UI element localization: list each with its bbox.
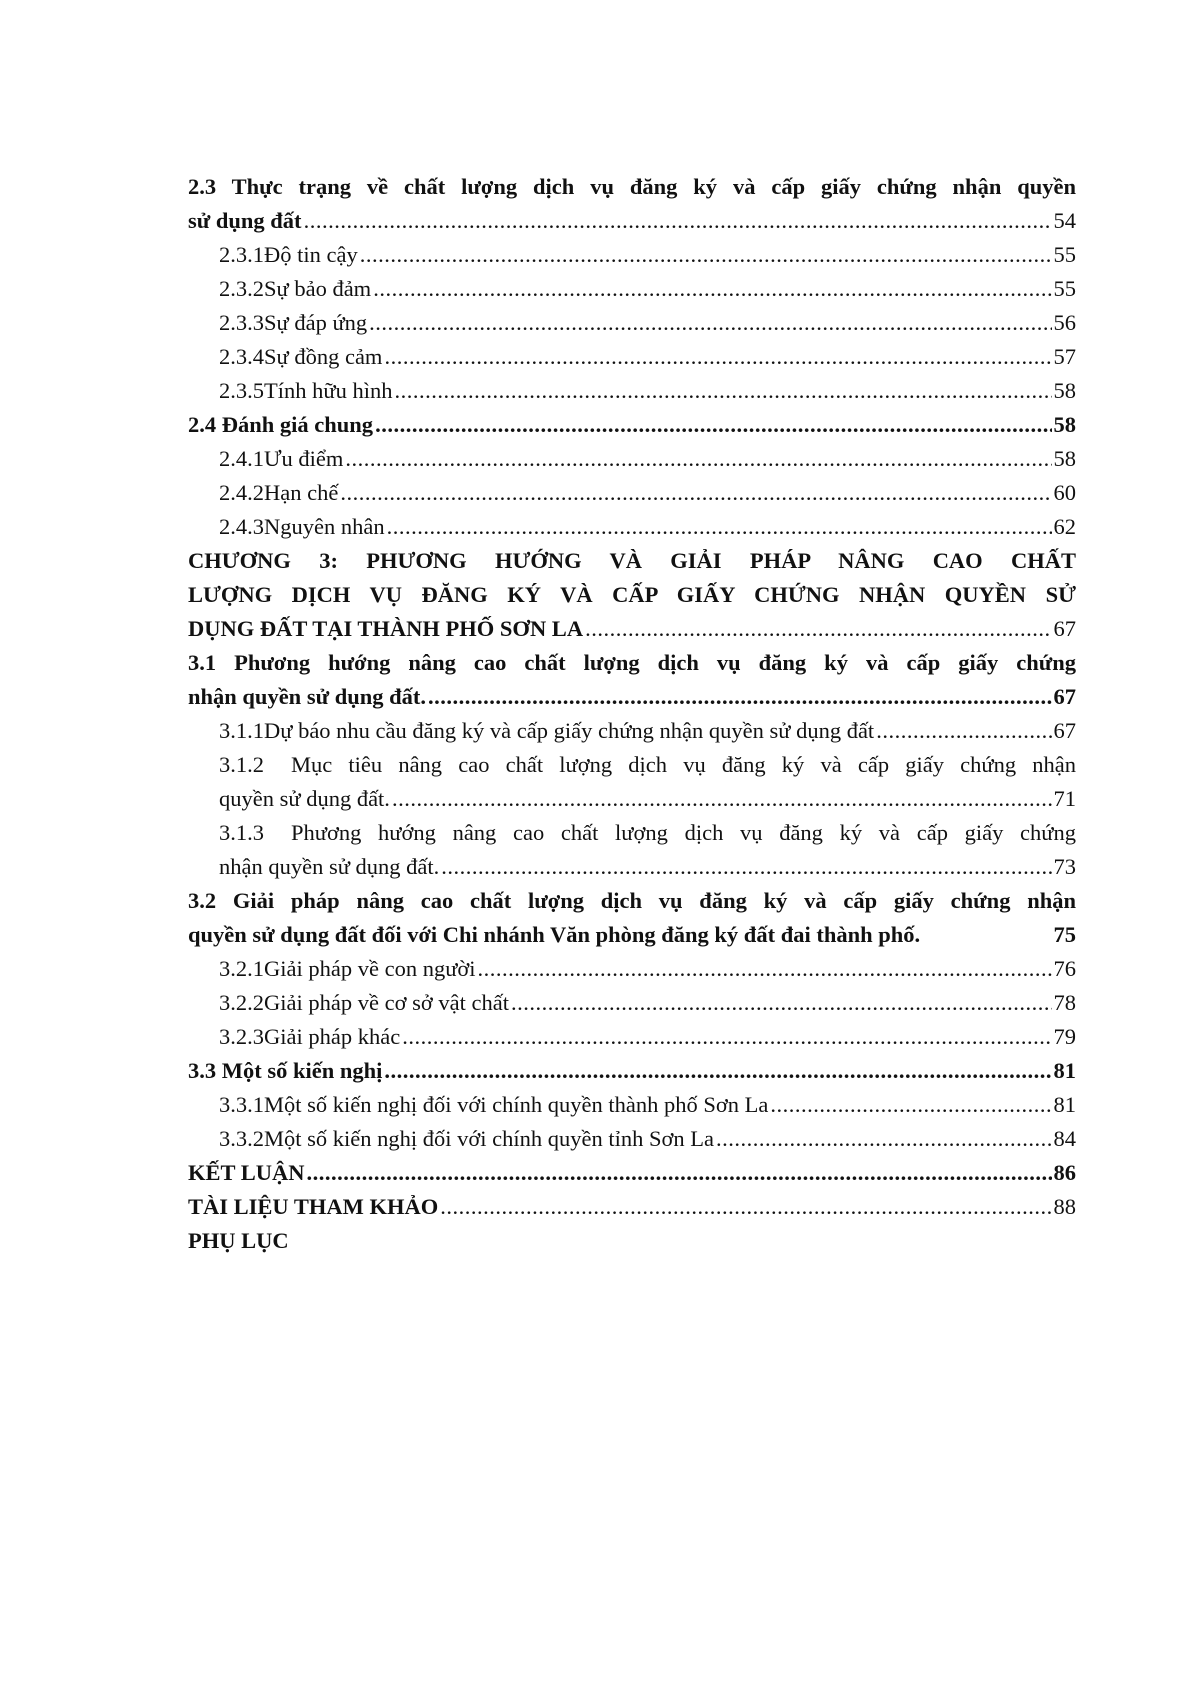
toc-section-3-2-title-line1: 3.2 Giải pháp nâng cao chất lượng dịch vụ đăng ký và cấp giấy chứng nhận: [188, 888, 1076, 913]
toc-subsection-number: 2.3.5: [219, 378, 264, 403]
toc-subsection-3-3-2[interactable]: [188, 1122, 1076, 1156]
toc-subsection-title: Hạn chế: [264, 480, 339, 505]
toc-subsection-2-3-1[interactable]: [188, 238, 1076, 272]
dot-leader: [585, 612, 1051, 646]
toc-page-number: 55: [1053, 242, 1076, 267]
toc-subsection-2-4-3[interactable]: [188, 510, 1076, 544]
toc-subsection-2-3-2[interactable]: [188, 272, 1076, 306]
toc-page-number: 60: [1053, 480, 1076, 505]
toc-page-number: 67: [1053, 616, 1076, 641]
toc-subsection-number: 2.3.2: [219, 276, 264, 301]
toc-subsection-2-4-1[interactable]: [188, 442, 1076, 476]
toc-subsection-2-3-3[interactable]: [188, 306, 1076, 340]
dot-leader: [402, 1020, 1051, 1054]
toc-subsection-title-line2: quyền sử dụng đất.: [219, 786, 390, 811]
dot-leader: [440, 1190, 1051, 1224]
toc-subsection-number: 3.3.1: [219, 1092, 264, 1117]
toc-subsection-number: 3.2.3: [219, 1024, 264, 1049]
toc-subsection-3-1-3[interactable]: [188, 816, 1076, 884]
toc-section-title: 2.4 Đánh giá chung: [188, 412, 374, 437]
dot-leader: [876, 714, 1051, 748]
toc-subsection-title: Sự đồng cảm: [264, 344, 383, 369]
toc-subsection-title: Một số kiến nghị đối với chính quyền tỉnh Sơn La: [264, 1126, 715, 1151]
toc-chapter-3-title-line3: DỤNG ĐẤT TẠI THÀNH PHỐ SƠN LA: [188, 616, 584, 641]
toc-page-number: 86: [1053, 1160, 1076, 1185]
toc-subsection-title: Sự đáp ứng: [264, 310, 368, 335]
dot-leader: [478, 952, 1052, 986]
toc-page-number: 67: [1053, 718, 1076, 743]
toc-section-3-2-title-line2: quyền sử dụng đất đối với Chi nhánh Văn phòng đăng ký đất đai thành phố.: [188, 922, 921, 947]
toc-subsection-title: Tính hữu hình: [264, 378, 393, 403]
toc-section-title: TÀI LIỆU THAM KHẢO: [188, 1194, 439, 1219]
toc-subsection-3-3-1[interactable]: [188, 1088, 1076, 1122]
dot-leader: [428, 680, 1052, 714]
toc-subsection-title: Dự báo nhu cầu đăng ký và cấp giấy chứng nhận quyền sử dụng đất: [264, 718, 875, 743]
toc-subsection-title-line1: Phương hướng nâng cao chất lượng dịch vụ đăng ký và cấp giấy chứng: [291, 820, 1076, 845]
toc-subsection-number: 2.3.3: [219, 310, 264, 335]
toc-subsection-title: Một số kiến nghị đối với chính quyền thành phố Sơn La: [264, 1092, 769, 1117]
toc-subsection-3-1-1[interactable]: [188, 714, 1076, 748]
toc-subsection-title: Giải pháp về cơ sở vật chất: [264, 990, 509, 1015]
toc-subsection-title: Giải pháp khác: [264, 1024, 401, 1049]
toc-page-number: 56: [1053, 310, 1076, 335]
dot-leader: [716, 1122, 1051, 1156]
toc-subsection-2-3-5[interactable]: [188, 374, 1076, 408]
toc-subsection-number: 3.3.2: [219, 1126, 264, 1151]
toc-page-number: 88: [1053, 1194, 1076, 1219]
toc-page-number: 73: [1053, 854, 1076, 879]
toc-section-3-1-title-line1: 3.1 Phương hướng nâng cao chất lượng dịch vụ đăng ký và cấp giấy chứng: [188, 650, 1076, 675]
toc-chapter-3-title-line1: CHƯƠNG 3: PHƯƠNG HƯỚNG VÀ GIẢI PHÁP NÂNG CAO CHẤT: [188, 548, 1076, 573]
toc-section-title: KẾT LUẬN: [188, 1160, 305, 1185]
toc-subsection-3-2-3[interactable]: [188, 1020, 1076, 1054]
toc-section-2-3[interactable]: [188, 170, 1076, 238]
toc-page-number: 67: [1053, 684, 1076, 709]
toc-appendix[interactable]: [188, 1224, 1076, 1258]
toc-subsection-2-3-4[interactable]: [188, 340, 1076, 374]
toc-page-number: 57: [1053, 344, 1076, 369]
toc-section-3-1[interactable]: [188, 646, 1076, 714]
toc-section-2-3-title-line2: sử dụng đất: [188, 208, 302, 233]
toc-subsection-number: 3.1.2: [219, 752, 264, 777]
toc-section-3-2[interactable]: [188, 884, 1076, 952]
toc-section-2-3-title-line1: 2.3 Thực trạng về chất lượng dịch vụ đăng ký và cấp giấy chứng nhận quyền: [188, 174, 1076, 199]
toc-subsection-title-line2: nhận quyền sử dụng đất.: [219, 854, 440, 879]
toc-page-number: 78: [1053, 990, 1076, 1015]
toc-subsection-title: Ưu điểm: [264, 446, 344, 471]
toc-section-title: 3.3 Một số kiến nghị: [188, 1058, 383, 1083]
toc-subsection-number: 2.4.1: [219, 446, 264, 471]
table-of-contents: [188, 170, 1076, 1258]
toc-page-number: 55: [1053, 276, 1076, 301]
toc-subsection-number: 2.4.3: [219, 514, 264, 539]
toc-page-number: 58: [1053, 378, 1076, 403]
dot-leader: [345, 442, 1051, 476]
dot-leader: [340, 476, 1051, 510]
toc-chapter-3-title-line2: LƯỢNG DỊCH VỤ ĐĂNG KÝ VÀ CẤP GIẤY CHỨNG NHẬN QUYỀN SỬ: [188, 582, 1076, 607]
toc-page-number: 58: [1053, 412, 1076, 437]
dot-leader: [307, 1156, 1052, 1190]
dot-leader: [394, 374, 1051, 408]
toc-page-number: 75: [1053, 922, 1076, 947]
dot-leader: [441, 850, 1051, 884]
toc-page-number: 76: [1053, 956, 1076, 981]
toc-subsection-2-4-2[interactable]: [188, 476, 1076, 510]
toc-subsection-number: 2.4.2: [219, 480, 264, 505]
dot-leader: [304, 204, 1052, 238]
toc-subsection-number: 3.2.2: [219, 990, 264, 1015]
toc-subsection-title: Độ tin cậy: [264, 242, 358, 267]
toc-section-3-3[interactable]: [188, 1054, 1076, 1088]
toc-subsection-title-line1: Mục tiêu nâng cao chất lượng dịch vụ đăng ký và cấp giấy chứng nhận: [291, 752, 1076, 777]
dot-leader: [373, 272, 1051, 306]
toc-page-number: 79: [1053, 1024, 1076, 1049]
dot-leader: [770, 1088, 1051, 1122]
toc-subsection-title: Sự bảo đảm: [264, 276, 372, 301]
toc-subsection-number: 2.3.1: [219, 242, 264, 267]
toc-page-number: 62: [1053, 514, 1076, 539]
toc-subsection-number: 3.2.1: [219, 956, 264, 981]
toc-section-2-4[interactable]: [188, 408, 1076, 442]
dot-leader: [375, 408, 1051, 442]
toc-subsection-number: 3.1.1: [219, 718, 264, 743]
toc-section-title: PHỤ LỤC: [188, 1228, 289, 1253]
toc-page-number: 81: [1053, 1058, 1076, 1083]
toc-section-3-1-title-line2: nhận quyền sử dụng đất.: [188, 684, 426, 709]
toc-subsection-number: 2.3.4: [219, 344, 264, 369]
toc-page-number: 58: [1053, 446, 1076, 471]
toc-subsection-3-2-2[interactable]: [188, 986, 1076, 1020]
dot-leader: [360, 238, 1052, 272]
toc-references[interactable]: [188, 1190, 1076, 1224]
dot-leader: [369, 306, 1051, 340]
toc-page-number: 81: [1053, 1092, 1076, 1117]
toc-conclusion[interactable]: [188, 1156, 1076, 1190]
toc-subsection-title: Nguyên nhân: [264, 514, 385, 539]
toc-subsection-3-1-2[interactable]: [188, 748, 1076, 816]
toc-page-number: 84: [1053, 1126, 1076, 1151]
toc-page-number: 54: [1053, 208, 1076, 233]
dot-leader: [384, 340, 1051, 374]
toc-chapter-3[interactable]: [188, 544, 1076, 646]
toc-subsection-title: Giải pháp về con người: [264, 956, 476, 981]
toc-page-number: 71: [1053, 786, 1076, 811]
dot-leader: [511, 986, 1052, 1020]
dot-leader: [384, 1054, 1051, 1088]
toc-subsection-3-2-1[interactable]: [188, 952, 1076, 986]
dot-leader: [387, 510, 1052, 544]
dot-leader: [392, 782, 1052, 816]
toc-subsection-number: 3.1.3: [219, 820, 264, 845]
